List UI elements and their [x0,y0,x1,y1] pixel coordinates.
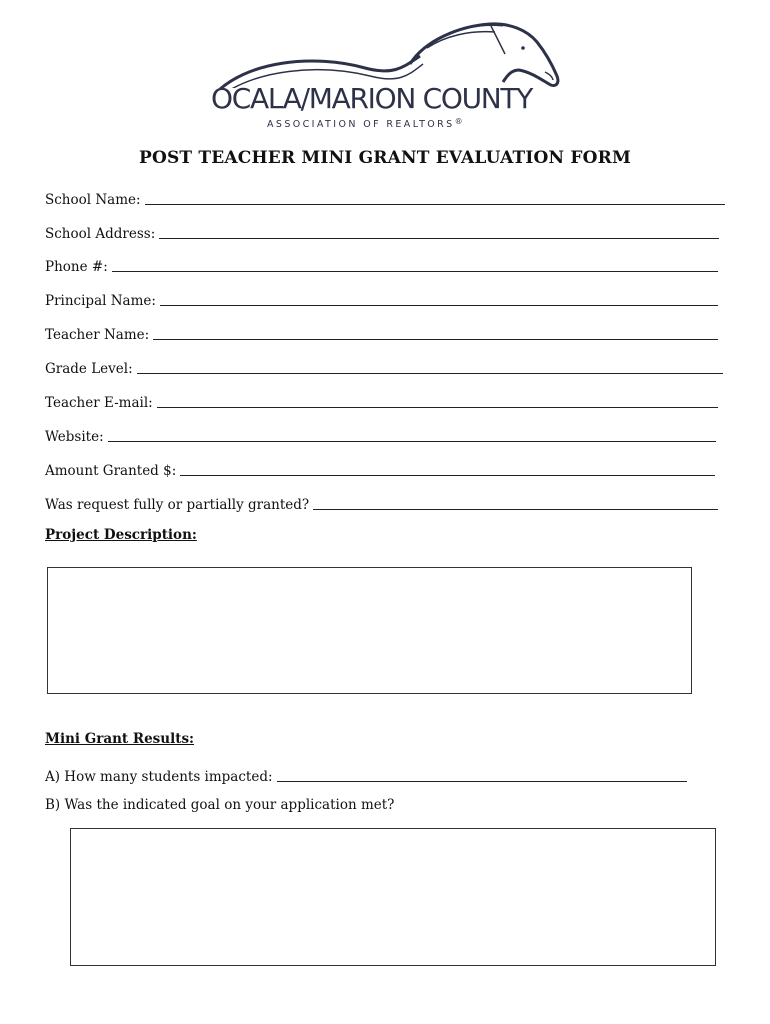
school-name-field[interactable] [45,186,725,208]
request-granted-label: Was request fully or partially granted? [45,497,310,513]
website-line[interactable] [108,440,716,442]
registered-mark: ® [454,117,463,126]
students-impacted-field[interactable] [45,763,687,785]
students-impacted-label: A) How many students impacted: [45,769,273,785]
school-address-field[interactable] [45,220,719,242]
association-logo [205,18,565,136]
amount-granted-label: Amount Granted $: [45,463,177,479]
phone-line[interactable] [112,270,718,272]
phone-label: Phone #: [45,259,108,275]
request-granted-field[interactable] [45,491,718,513]
students-impacted-line[interactable] [277,780,687,782]
website-field[interactable] [45,423,716,445]
project-description-heading: Project Description: [45,527,197,543]
school-address-label: School Address: [45,226,156,242]
logo-subtitle: ASSOCIATION OF REALTORS® [267,117,463,130]
teacher-email-line[interactable] [157,406,718,408]
goal-met-question: B) Was the indicated goal on your application met? [45,797,395,813]
form-title: POST TEACHER MINI GRANT EVALUATION FORM [138,148,632,168]
website-label: Website: [45,429,104,445]
amount-granted-line[interactable] [180,474,715,476]
teacher-name-field[interactable] [45,321,718,343]
phone-field[interactable] [45,253,718,275]
principal-name-field[interactable] [45,287,718,309]
school-name-line[interactable] [145,203,725,205]
principal-name-label: Principal Name: [45,293,156,309]
teacher-name-line[interactable] [153,338,718,340]
horse-head-icon [205,18,565,88]
request-granted-line[interactable] [313,508,718,510]
amount-granted-field[interactable] [45,457,715,479]
teacher-email-field[interactable] [45,389,718,411]
mini-grant-results-heading: Mini Grant Results: [45,731,195,747]
project-description-box[interactable] [47,567,692,694]
teacher-name-label: Teacher Name: [45,327,150,343]
logo-name: OCALA/MARION COUNTY [211,82,533,115]
grade-level-line[interactable] [137,372,723,374]
goal-met-box[interactable] [70,828,716,966]
grade-level-field[interactable] [45,355,723,377]
principal-name-line[interactable] [160,304,718,306]
school-address-line[interactable] [159,237,719,239]
school-name-label: School Name: [45,192,141,208]
teacher-email-label: Teacher E-mail: [45,395,153,411]
grade-level-label: Grade Level: [45,361,133,377]
